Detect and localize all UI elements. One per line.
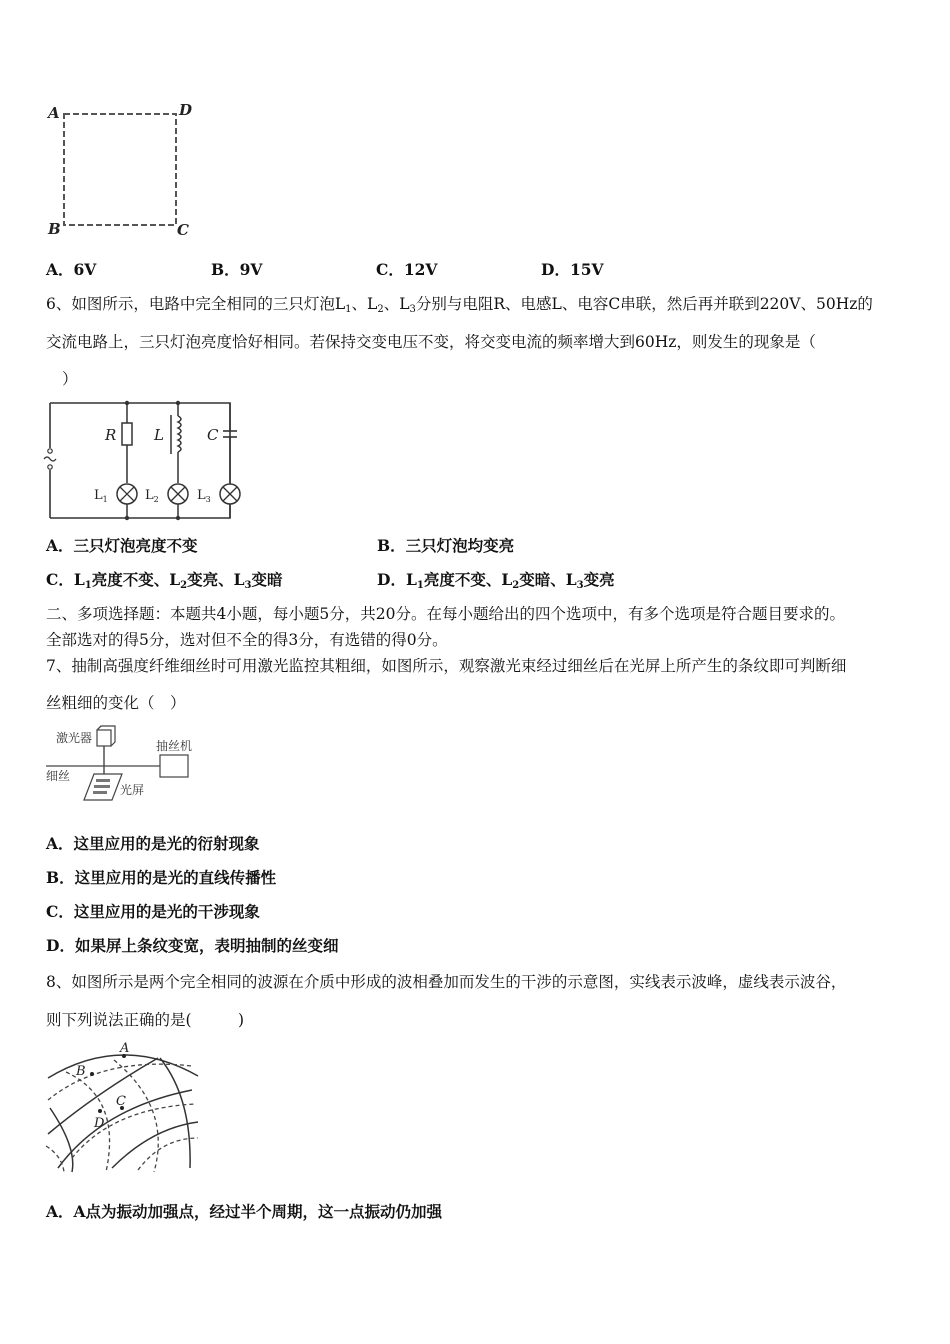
q6-option-b: B．三只灯泡均变亮 xyxy=(377,536,515,555)
q7-label-machine: 抽丝机 xyxy=(156,739,193,753)
q5-label-c: C xyxy=(177,221,189,239)
q6-label-r: R xyxy=(105,426,117,444)
q6-option-a: A．三只灯泡亮度不变 xyxy=(46,536,198,555)
q7-stem-line1: 7、抽制高强度纤维细丝时可用激光监控其粗细，如图所示，观察激光束经过细丝后在光屏上所产生的条纹即可判断细 xyxy=(46,657,847,675)
q7-label-laser: 激光器 xyxy=(56,731,93,745)
q6-label-l1: $L_1$ xyxy=(94,488,108,504)
q6-label-c: C xyxy=(207,426,219,444)
q8-stem-line1: 8、如图所示是两个完全相同的波源在介质中形成的波相叠加而发生的干涉的示意图，实线表示波峰，虚线表示波谷， xyxy=(46,973,847,991)
q7-option-b: B．这里应用的是光的直线传播性 xyxy=(46,868,277,887)
q6-circuit-figure xyxy=(40,398,260,524)
q6-label-l: L xyxy=(154,426,164,444)
q8-interference-figure xyxy=(42,1038,202,1174)
q7-label-wire: 细丝 xyxy=(46,769,71,783)
q6-stem-line1: 6、如图所示，电路中完全相同的三只灯泡$L_1$、$L_2$、$L_3$分别与电阻R、电感L、电容C串联，然后再并联到220V、50Hz的 xyxy=(46,295,873,315)
q8-label-d: D xyxy=(94,1116,105,1131)
q6-option-c: C．$L_1$亮度不变、$L_2$变亮、$L_3$变暗 xyxy=(46,570,283,591)
q7-option-a: A．这里应用的是光的衍射现象 xyxy=(46,834,260,853)
q5-label-b: B xyxy=(48,220,61,238)
q5-label-a: A xyxy=(48,104,60,122)
q6-stem-line3: ） xyxy=(62,370,78,388)
q8-label-b: B xyxy=(76,1064,86,1079)
q5-label-d: D xyxy=(179,101,193,119)
q6-label-l2: $L_2$ xyxy=(145,488,159,504)
q8-label-a: A xyxy=(120,1041,130,1056)
q5-option-b: B．9V xyxy=(211,260,263,279)
q5-option-c: C．12V xyxy=(376,260,438,279)
q5-option-a: A．6V xyxy=(46,260,97,279)
q8-label-c: C xyxy=(116,1094,126,1109)
q5-option-d: D．15V xyxy=(541,260,604,279)
q7-option-d: D．如果屏上条纹变宽，表明抽制的丝变细 xyxy=(46,936,339,955)
q7-option-c: C．这里应用的是光的干涉现象 xyxy=(46,902,260,921)
q6-option-d: D．$L_1$亮度不变、$L_2$变暗、$L_3$变亮 xyxy=(377,570,615,591)
q5-square-figure xyxy=(44,98,204,243)
q6-stem-line2: 交流电路上，三只灯泡亮度恰好相同。若保持交变电压不变，将交变电流的频率增大到60Hz，则发生的现象是（ xyxy=(46,333,816,351)
section2-heading-line1: 二、多项选择题：本题共4小题，每小题5分，共20分。在每小题给出的四个选项中，有多个选项是符合题目要求的。 xyxy=(46,605,845,623)
q7-label-screen: 光屏 xyxy=(120,783,145,797)
q7-laser-figure xyxy=(44,722,204,808)
q6-label-l3: $L_3$ xyxy=(197,488,211,504)
q8-option-a: A．A点为振动加强点，经过半个周期，这一点振动仍加强 xyxy=(46,1202,443,1221)
q8-stem-line2: 则下列说法正确的是( ) xyxy=(46,1011,245,1029)
section2-heading-line2: 全部选对的得5分，选对但不全的得3分，有选错的得0分。 xyxy=(46,631,448,649)
q7-stem-line2: 丝粗细的变化（ ） xyxy=(46,694,186,712)
